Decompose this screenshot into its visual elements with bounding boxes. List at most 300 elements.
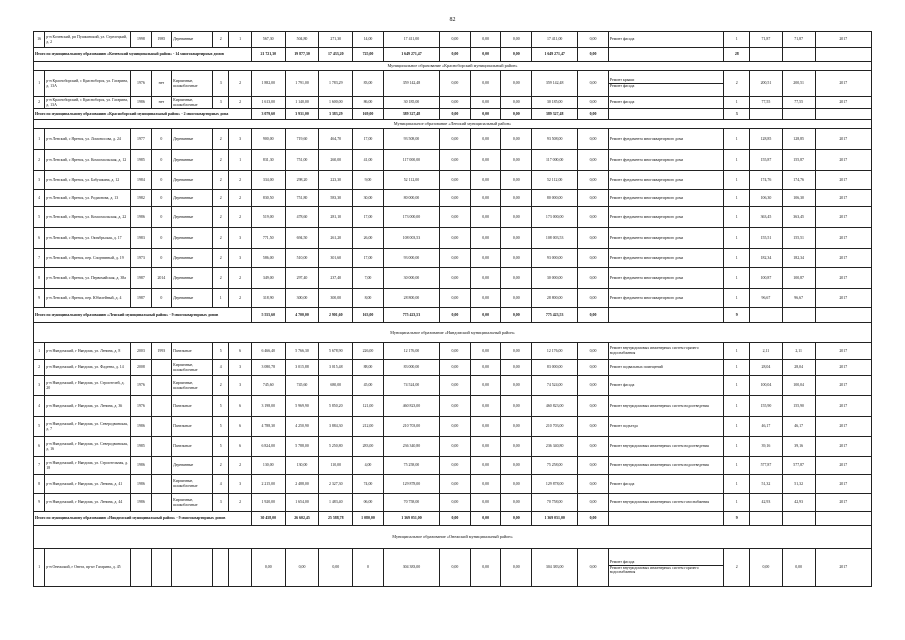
owned-area-cell: 281,10 — [319, 207, 353, 228]
total-cost-cell: 93 000,00 — [383, 249, 439, 268]
entrances-cell: 3 — [229, 249, 252, 268]
year-built-cell: 1976 — [131, 396, 151, 417]
floors-cell — [213, 549, 229, 587]
address-cell: р-н Няндомский, г Няндома, ул. Северодвинская, д. 7 — [45, 417, 131, 437]
wall-material-cell: Кирпичные, шлакоблочные — [172, 494, 213, 512]
entrances-cell: 1 — [229, 32, 252, 48]
work-type-line: Ремонт внутридомовых инженерных систем водоотведения — [609, 444, 709, 449]
regional-funds-cell: 0,00 — [470, 308, 501, 323]
owned-area-cell: 3 884,30 — [319, 417, 353, 437]
residential-area-cell: 694,50 — [285, 228, 319, 249]
work-type-line: Ремонт внутридомовых инженерных систем водоотведения — [609, 463, 709, 468]
row-number-cell: 1 — [34, 129, 45, 150]
specific-cost-cell: 0,00 — [750, 549, 783, 587]
entrances-cell: 6 — [229, 417, 252, 437]
residential-area-cell: 510,00 — [285, 249, 319, 268]
other-funds-cell: 0,00 — [578, 48, 609, 62]
capital-repair-register-table — [33, 31, 872, 587]
total-cost-cell: 389 327,48 — [383, 109, 439, 120]
address-cell: р-н Ленский, с Яренск, ул. Комсомольская, д. 12 — [45, 150, 131, 171]
work-type-line: Ремонт фундамента многоквартирного дома — [609, 157, 684, 162]
owner-funds-cell: 210 703,00 — [532, 417, 578, 437]
local-funds-cell: 0,00 — [501, 289, 532, 308]
address-cell: р-н Ленский, с Яренск, ул. Первомайская, д. 38а — [45, 268, 131, 289]
year-repair-cell: нет — [151, 71, 171, 97]
section-row — [34, 120, 872, 129]
total-area-cell: 130,00 — [251, 457, 285, 475]
total-cost-cell: 30 000,00 — [383, 268, 439, 289]
year-cell: 2017 — [815, 268, 871, 289]
federal-funds-cell: 0,00 — [440, 109, 471, 120]
year-cell: 2017 — [815, 150, 871, 171]
house-row — [34, 207, 872, 228]
local-funds-cell: 0,00 — [501, 129, 532, 150]
year-built-cell: 1985 — [131, 437, 151, 457]
allowed-cost-cell — [782, 48, 815, 62]
entrances-cell: 2 — [229, 494, 252, 512]
work-count-cell: 1 — [724, 249, 750, 268]
owned-area-cell: 680,00 — [319, 376, 353, 396]
year-cell — [815, 109, 871, 120]
specific-cost-cell: 155,51 — [750, 228, 783, 249]
work-count-cell: 1 — [724, 207, 750, 228]
work-type-cell — [608, 171, 724, 190]
address-cell: р-н Онежский, г Онега, пр-кт Гагарина, д. 45 — [45, 549, 131, 587]
address-cell: р-н Няндомский, г Няндома, ул. Северодвинская, д. 16 — [45, 437, 131, 457]
local-funds-cell: 0,00 — [501, 437, 532, 457]
specific-cost-cell: 39,16 — [750, 437, 783, 457]
owner-funds-cell: 117 000,00 — [532, 150, 578, 171]
federal-funds-cell: 0,00 — [440, 376, 471, 396]
residential-area-cell: 4 250,90 — [285, 417, 319, 437]
other-funds-cell: 0,00 — [578, 512, 609, 526]
total-cost-cell: 70 758,00 — [383, 494, 439, 512]
allowed-cost-cell: 0,00 — [782, 549, 815, 587]
local-funds-cell: 0,00 — [501, 32, 532, 48]
owner-funds-cell: 129 878,00 — [532, 475, 578, 494]
residential-area-cell: 478,60 — [285, 207, 319, 228]
total-cost-cell: 1 649 271,47 — [383, 48, 439, 62]
work-count-cell: 9 — [724, 512, 750, 526]
work-count-cell: 1 — [724, 396, 750, 417]
owner-funds-cell: 30 185,00 — [532, 97, 578, 109]
work-type-line: Ремонт подвальных помещений — [609, 365, 663, 370]
entrances-cell: 2 — [229, 457, 252, 475]
subtotal-label: Итого по муниципальному образованию «Кочевский муниципальный район» - 14 многоквартирных домов — [34, 48, 252, 62]
regional-funds-cell: 0,00 — [470, 71, 501, 97]
year-built-cell: 1977 — [131, 129, 151, 150]
section-row — [34, 62, 872, 71]
allowed-cost-cell — [782, 109, 815, 120]
total-area-cell: 831,30 — [251, 150, 285, 171]
work-type-line: Ремонт фасада — [609, 481, 635, 486]
total-cost-cell: 775 423,53 — [383, 308, 439, 323]
entrances-cell: 6 — [229, 437, 252, 457]
federal-funds-cell: 0,00 — [440, 129, 471, 150]
work-type-cell — [608, 150, 724, 171]
work-count-cell: 1 — [724, 129, 750, 150]
total-area-cell: 567,30 — [251, 32, 285, 48]
other-funds-cell: 0,00 — [578, 228, 609, 249]
subtotal-row — [34, 48, 872, 62]
work-type-cell — [608, 228, 724, 249]
residents-cell: 17,00 — [353, 129, 384, 150]
specific-cost-cell: 182,34 — [750, 249, 783, 268]
federal-funds-cell: 0,00 — [440, 343, 471, 360]
local-funds-cell: 0,00 — [501, 207, 532, 228]
federal-funds-cell: 0,00 — [440, 190, 471, 207]
year-cell: 2017 — [815, 129, 871, 150]
total-cost-cell: 12 176,00 — [383, 343, 439, 360]
total-cost-cell: 117 000,00 — [383, 150, 439, 171]
total-area-cell: 0,00 — [251, 549, 285, 587]
total-cost-cell: 359 142,48 — [383, 71, 439, 97]
local-funds-cell: 0,00 — [501, 457, 532, 475]
row-number-cell: 1 — [34, 549, 45, 587]
work-count-cell: 1 — [724, 171, 750, 190]
residents-cell: 7,00 — [353, 268, 384, 289]
total-area-cell: 4 788,30 — [251, 417, 285, 437]
wall-material-cell: Кирпичные, шлакоблочные — [172, 71, 213, 97]
residents-cell: 88,00 — [353, 360, 384, 376]
allowed-cost-cell — [782, 308, 815, 323]
other-funds-cell: 0,00 — [578, 150, 609, 171]
other-funds-cell: 0,00 — [578, 71, 609, 97]
other-funds-cell: 0,00 — [578, 97, 609, 109]
regional-funds-cell: 0,00 — [470, 289, 501, 308]
year-built-cell: 1986 — [131, 457, 151, 475]
row-number-cell: 6 — [34, 437, 45, 457]
year-cell — [815, 512, 871, 526]
local-funds-cell: 0,00 — [501, 494, 532, 512]
specific-cost-cell: 96,67 — [750, 289, 783, 308]
total-cost-cell: 75 258,00 — [383, 457, 439, 475]
floors-cell: 2 — [213, 207, 229, 228]
specific-cost-cell — [750, 109, 783, 120]
local-funds-cell: 0,00 — [501, 228, 532, 249]
work-type-cell — [608, 109, 724, 120]
allowed-cost-cell: 100,87 — [782, 268, 815, 289]
local-funds-cell: 0,00 — [501, 171, 532, 190]
owner-funds-cell: 83 000,00 — [532, 360, 578, 376]
regional-funds-cell: 0,00 — [470, 228, 501, 249]
row-number-cell: 9 — [34, 289, 45, 308]
house-row — [34, 71, 872, 97]
owner-funds-cell: 460 823,00 — [532, 396, 578, 417]
section-row — [34, 526, 872, 549]
owner-funds-cell: 70 758,00 — [532, 494, 578, 512]
row-number-cell: 16 — [34, 32, 45, 48]
owned-area-cell: 2 327,30 — [319, 475, 353, 494]
work-type-cell — [608, 289, 724, 308]
allowed-cost-cell: 155,90 — [782, 396, 815, 417]
residential-area-cell: 130,00 — [285, 457, 319, 475]
owner-funds-cell: 30 000,00 — [532, 268, 578, 289]
total-cost-cell: 93 508,00 — [383, 129, 439, 150]
other-funds-cell: 0,00 — [578, 475, 609, 494]
year-repair-cell: 2014 — [151, 268, 171, 289]
specific-cost-cell: 577,87 — [750, 457, 783, 475]
total-cost-cell: 129 878,00 — [383, 475, 439, 494]
residents-cell: 226,00 — [353, 343, 384, 360]
year-repair-cell: 1985 — [151, 32, 171, 48]
allowed-cost-cell: 100,04 — [782, 376, 815, 396]
regional-funds-cell: 0,00 — [470, 417, 501, 437]
wall-material-cell: Деревянные — [172, 249, 213, 268]
regional-funds-cell: 0,00 — [470, 48, 501, 62]
owner-funds-cell: 17 411,00 — [532, 32, 578, 48]
residential-area-cell: 5 969,90 — [285, 396, 319, 417]
floors-cell: 2 — [213, 150, 229, 171]
year-cell: 2017 — [815, 289, 871, 308]
wall-material-cell: Кирпичные, шлакоблочные — [172, 376, 213, 396]
federal-funds-cell: 0,00 — [440, 475, 471, 494]
subtotal-label: Итого по муниципальному образованию «Красноборский муниципальный район» - 2 многоквартирных дома — [34, 109, 252, 120]
residents-cell: 283,00 — [353, 437, 384, 457]
residents-cell: 17,00 — [353, 207, 384, 228]
year-built-cell: 1985 — [131, 150, 151, 171]
row-number-cell: 4 — [34, 396, 45, 417]
work-type-cell — [608, 475, 724, 494]
row-number-cell: 5 — [34, 417, 45, 437]
floors-cell: 4 — [213, 475, 229, 494]
allowed-cost-cell: 128,85 — [782, 129, 815, 150]
federal-funds-cell: 0,00 — [440, 417, 471, 437]
year-cell: 2017 — [815, 437, 871, 457]
total-cost-cell: 17 411,00 — [383, 32, 439, 48]
allowed-cost-cell: 106,30 — [782, 190, 815, 207]
work-type-line: Ремонт фундамента многоквартирного дома — [609, 136, 684, 141]
residential-area-cell: 1 791,00 — [285, 71, 319, 97]
register-body — [34, 32, 872, 587]
total-cost-cell: 108 003,53 — [383, 228, 439, 249]
specific-cost-cell: 46,17 — [750, 417, 783, 437]
owned-area-cell: 237,40 — [319, 268, 353, 289]
address-cell: р-н Красноборский, с Красноборск, ул. Гагарина, д. 13А — [45, 71, 131, 97]
specific-cost-cell: 174,76 — [750, 171, 783, 190]
owned-area-cell: 5 678,90 — [319, 343, 353, 360]
owned-area-cell: 25 588,78 — [319, 512, 353, 526]
owner-funds-cell: 1 649 271,47 — [532, 48, 578, 62]
work-type-cell — [608, 457, 724, 475]
total-area-cell: 1 613,00 — [251, 97, 285, 109]
other-funds-cell: 0,00 — [578, 32, 609, 48]
federal-funds-cell: 0,00 — [440, 308, 471, 323]
entrances-cell: 2 — [229, 268, 252, 289]
owned-area-cell: 301,60 — [319, 249, 353, 268]
work-type-line: Ремонт фундамента многоквартирного дома — [609, 177, 684, 182]
local-funds-cell: 0,00 — [501, 417, 532, 437]
local-funds-cell: 0,00 — [501, 190, 532, 207]
owner-funds-cell: 74 524,00 — [532, 376, 578, 396]
total-cost-cell: 30 185,00 — [383, 97, 439, 109]
floors-cell: 2 — [213, 457, 229, 475]
federal-funds-cell: 0,00 — [440, 268, 471, 289]
year-repair-cell: 0 — [151, 207, 171, 228]
residential-area-cell: 298,20 — [285, 171, 319, 190]
work-type-cell — [608, 396, 724, 417]
year-repair-cell — [151, 494, 171, 512]
year-cell: 2017 — [815, 249, 871, 268]
year-repair-cell — [151, 417, 171, 437]
regional-funds-cell: 0,00 — [470, 549, 501, 587]
work-type-line: Ремонт фундамента многоквартирного дома — [609, 195, 684, 200]
row-number-cell: 2 — [34, 150, 45, 171]
year-repair-cell: нет — [151, 97, 171, 109]
allowed-cost-cell: 51,32 — [782, 475, 815, 494]
address-cell: р-н Няндомский, г Няндома, ул. Строительная, д. 18 — [45, 457, 131, 475]
year-built-cell: 1986 — [131, 475, 151, 494]
work-type-line: Ремонт внутридомовых инженерных систем горячего водоснабжения — [609, 565, 724, 575]
year-repair-cell: 0 — [151, 171, 171, 190]
entrances-cell: 2 — [229, 207, 252, 228]
owner-funds-cell: 304 383,00 — [532, 549, 578, 587]
address-cell: р-н Няндомский, г Няндома, ул. Ленина, д. 36 — [45, 396, 131, 417]
house-row — [34, 190, 872, 207]
local-funds-cell: 0,00 — [501, 48, 532, 62]
address-cell: р-н Ленский, с Яренск, ул. Бабушкина, д. 12 — [45, 171, 131, 190]
wall-material-cell: Деревянные — [172, 289, 213, 308]
owned-area-cell: 261,20 — [319, 228, 353, 249]
regional-funds-cell: 0,00 — [470, 97, 501, 109]
total-cost-cell: 173 000,00 — [383, 207, 439, 228]
year-repair-cell: 0 — [151, 190, 171, 207]
work-count-cell: 1 — [724, 190, 750, 207]
federal-funds-cell: 0,00 — [440, 171, 471, 190]
wall-material-cell: Деревянные — [172, 457, 213, 475]
entrances-cell — [229, 549, 252, 587]
owned-area-cell: 5 250,80 — [319, 437, 353, 457]
house-row — [34, 437, 872, 457]
local-funds-cell: 0,00 — [501, 360, 532, 376]
allowed-cost-cell: 577,87 — [782, 457, 815, 475]
house-row — [34, 171, 872, 190]
specific-cost-cell: 42,93 — [750, 494, 783, 512]
work-type-line: Ремонт фасада — [609, 559, 635, 564]
entrances-cell: 3 — [229, 360, 252, 376]
address-cell: р-н Няндомский, г Няндома, ул. Строителей, д. 20 — [45, 376, 131, 396]
address-cell: р-н Ленский, с Яренск, ул. Комсомольская, д. 22 — [45, 207, 131, 228]
year-built-cell: 1982 — [131, 190, 151, 207]
work-type-cell — [608, 343, 724, 360]
work-type-line: Ремонт фасада — [609, 37, 635, 42]
row-number-cell: 3 — [34, 171, 45, 190]
residents-cell: 163,00 — [353, 308, 384, 323]
section-title: Муниципальное образование «Красноборский муниципальный район» — [34, 62, 872, 71]
floors-cell: 5 — [213, 396, 229, 417]
year-repair-cell — [151, 457, 171, 475]
work-type-line: Ремонт фасада — [609, 83, 724, 89]
residential-area-cell: 1 654,00 — [285, 494, 319, 512]
owner-funds-cell: 93 000,00 — [532, 249, 578, 268]
federal-funds-cell: 0,00 — [440, 71, 471, 97]
total-cost-cell: 1 369 051,00 — [383, 512, 439, 526]
specific-cost-cell — [750, 308, 783, 323]
work-type-line: Ремонт крыши — [609, 78, 635, 83]
year-repair-cell: 0 — [151, 150, 171, 171]
house-row — [34, 396, 872, 417]
entrances-cell: 3 — [229, 228, 252, 249]
residents-cell: 06,00 — [353, 494, 384, 512]
specific-cost-cell: 2,11 — [750, 343, 783, 360]
total-area-cell: 3 079,60 — [251, 109, 285, 120]
owner-funds-cell: 1 369 051,00 — [532, 512, 578, 526]
residential-area-cell: 297,40 — [285, 268, 319, 289]
total-area-cell: 1 920,00 — [251, 494, 285, 512]
work-type-line: Ремонт фундамента многоквартирного дома — [609, 295, 684, 300]
residential-area-cell: 751,80 — [285, 190, 319, 207]
owned-area-cell: 5 850,20 — [319, 396, 353, 417]
residential-area-cell: 26 602,45 — [285, 512, 319, 526]
specific-cost-cell: 28,04 — [750, 360, 783, 376]
work-count-cell: 28 — [724, 48, 750, 62]
year-cell: 2017 — [815, 417, 871, 437]
allowed-cost-cell: 2,11 — [782, 343, 815, 360]
federal-funds-cell: 0,00 — [440, 549, 471, 587]
specific-cost-cell: 363,45 — [750, 207, 783, 228]
work-type-cell — [608, 71, 724, 97]
specific-cost-cell: 71,87 — [750, 32, 783, 48]
work-count-cell: 1 — [724, 360, 750, 376]
row-number-cell: 2 — [34, 97, 45, 109]
year-built-cell: 1984 — [131, 171, 151, 190]
federal-funds-cell: 0,00 — [440, 150, 471, 171]
year-cell: 2017 — [815, 549, 871, 587]
year-repair-cell: 0 — [151, 249, 171, 268]
work-type-cell — [608, 249, 724, 268]
specific-cost-cell: 100,87 — [750, 268, 783, 289]
other-funds-cell: 0,00 — [578, 549, 609, 587]
floors-cell: 3 — [213, 494, 229, 512]
year-built-cell: 2008 — [131, 360, 151, 376]
wall-material-cell: Панельные — [172, 343, 213, 360]
house-row — [34, 150, 872, 171]
other-funds-cell: 0,00 — [578, 289, 609, 308]
year-cell: 2017 — [815, 494, 871, 512]
owner-funds-cell: 359 142,48 — [532, 71, 578, 97]
year-cell — [815, 48, 871, 62]
residential-area-cell: 751,00 — [285, 150, 319, 171]
year-cell: 2017 — [815, 32, 871, 48]
local-funds-cell: 0,00 — [501, 268, 532, 289]
year-repair-cell: 1993 — [151, 343, 171, 360]
allowed-cost-cell — [782, 512, 815, 526]
section-row — [34, 323, 872, 343]
entrances-cell: 2 — [229, 289, 252, 308]
local-funds-cell: 0,00 — [501, 97, 532, 109]
entrances-cell: 2 — [229, 190, 252, 207]
federal-funds-cell: 0,00 — [440, 228, 471, 249]
federal-funds-cell: 0,00 — [440, 457, 471, 475]
residents-cell: 41,00 — [353, 150, 384, 171]
total-cost-cell: 210 703,00 — [383, 417, 439, 437]
other-funds-cell: 0,00 — [578, 360, 609, 376]
allowed-cost-cell: 71,87 — [782, 32, 815, 48]
wall-material-cell: Деревянные — [172, 171, 213, 190]
year-built-cell: 1998 — [131, 32, 151, 48]
year-built-cell: 1986 — [131, 207, 151, 228]
row-number-cell: 9 — [34, 494, 45, 512]
owned-area-cell: 300,00 — [319, 289, 353, 308]
house-row — [34, 417, 872, 437]
specific-cost-cell: 106,30 — [750, 190, 783, 207]
total-area-cell: 6 824,00 — [251, 437, 285, 457]
residents-cell: 169,00 — [353, 109, 384, 120]
specific-cost-cell — [750, 48, 783, 62]
total-area-cell: 21 721,30 — [251, 48, 285, 62]
owned-area-cell: 17 433,20 — [319, 48, 353, 62]
residents-cell: 14,00 — [353, 32, 384, 48]
